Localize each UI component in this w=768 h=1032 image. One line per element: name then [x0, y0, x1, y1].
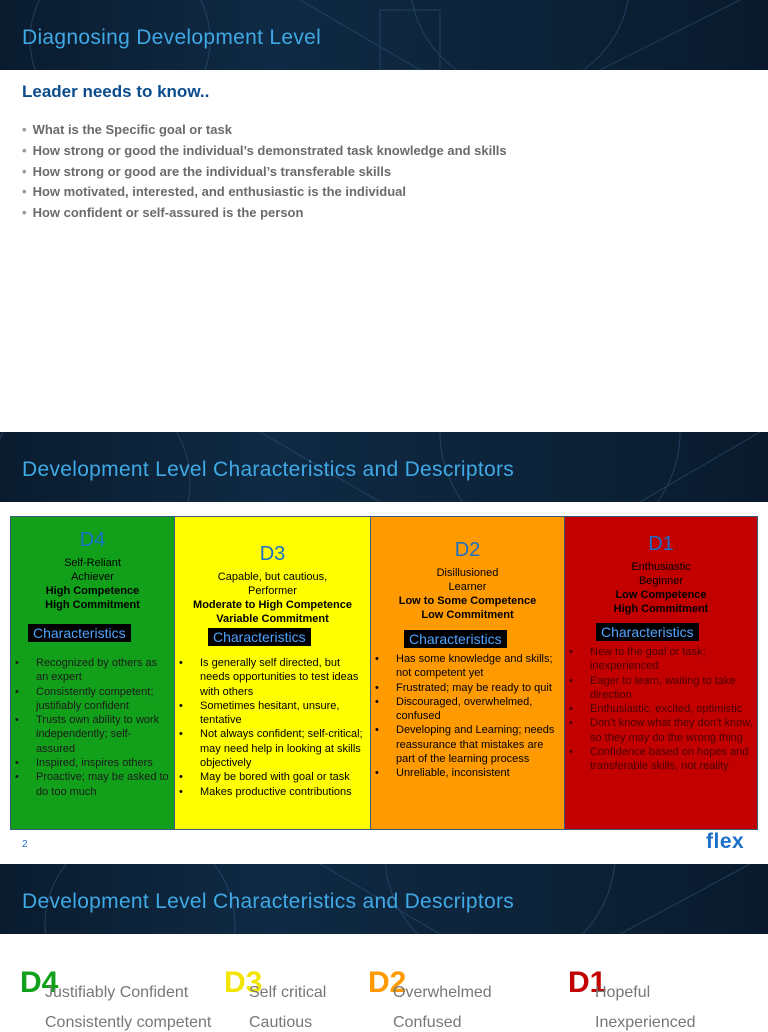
level-label: D1 [648, 533, 674, 555]
characteristics-list [15, 656, 170, 799]
descriptor-word: Hopeful [595, 984, 651, 1001]
level-label: D4 [79, 529, 106, 551]
column-d4 [11, 517, 174, 829]
slide2-title: Development Level Characteristics and Descriptors [22, 458, 515, 481]
descriptor-word: Confused [393, 1014, 462, 1031]
competence-label: Moderate to High Competence [193, 599, 352, 611]
list-item: • Not always confident; self-critical; may need help in looking at skills objectively [179, 727, 366, 770]
level-name-line1: Self-Reliant [64, 557, 121, 569]
list-item: • Enthusiastic, excited, optimistic [569, 702, 753, 716]
slide2-title-banner [0, 432, 768, 502]
descriptor-word: Overwhelmed [393, 984, 492, 1001]
level-description [371, 566, 564, 622]
list-item: • Consistently competent; justifiably confident [15, 685, 170, 714]
commitment-label: Variable Commitment [216, 613, 329, 625]
list-item: • Frustrated; may be ready to quit [375, 681, 560, 695]
column-d2 [370, 517, 564, 829]
list-item: • Makes productive contributions [179, 785, 366, 799]
level-description [11, 556, 174, 612]
flex-logo: flex [706, 830, 745, 853]
level-name-line2: Learner [448, 581, 487, 593]
level-label-d2: D2 [368, 966, 407, 999]
bullet-item: • What is the Specific goal or task [22, 120, 507, 141]
column-d1 [564, 517, 757, 829]
descriptor-word: Self critical [249, 984, 327, 1001]
slide3-title: Development Level Characteristics and Descriptors [22, 890, 515, 913]
level-label-d3: D3 [224, 966, 263, 999]
list-item: • Eager to learn, waiting to take direction [569, 674, 753, 703]
commitment-label: High Commitment [45, 599, 140, 611]
list-item: • Is generally self directed, but needs opportunities to test ideas with others [179, 656, 366, 699]
descriptor-word: Inexperienced [595, 1014, 696, 1031]
list-item: • Has some knowledge and skills; not competent yet [375, 652, 560, 681]
list-item: • Sometimes hesitant, unsure, tentative [179, 699, 366, 728]
competence-label: Low to Some Competence [398, 595, 537, 607]
level-name-line2: Achiever [71, 571, 114, 583]
level-name-line2: Beginner [638, 575, 684, 587]
level-name-line1: Capable, but cautious, [217, 571, 328, 583]
level-label: D3 [259, 543, 286, 565]
level-label-d4: D4 [20, 966, 59, 999]
characteristics-list [179, 656, 366, 799]
level-name-line1: Disillusioned [436, 567, 499, 579]
list-item: • Discouraged, overwhelmed, confused [375, 695, 560, 724]
list-item: • Confidence based on hopes and transferable skills, not reality [569, 745, 753, 774]
characteristics-heading: Characteristics [28, 624, 131, 642]
list-item: • Don’t know what they don’t know, so they may do the wrong thing [569, 716, 753, 745]
slide1-bullet-list [22, 120, 507, 224]
competence-label: Low Competence [615, 589, 707, 601]
characteristics-heading: Characteristics [404, 630, 507, 648]
slide3-title-banner [0, 864, 768, 934]
list-item: • Proactive; may be asked to do too much [15, 770, 170, 799]
characteristics-heading: Characteristics [208, 628, 311, 646]
characteristics-list [375, 652, 560, 781]
bullet-item: • How confident or self-assured is the person [22, 203, 507, 224]
level-name-line2: Performer [248, 585, 297, 597]
competence-label: High Competence [45, 585, 140, 597]
bullet-item: • How strong or good the individual’s demonstrated task knowledge and skills [22, 141, 507, 162]
descriptor-word: Justifiably Confident [45, 984, 189, 1001]
commitment-label: High Commitment [613, 603, 709, 615]
level-description [565, 560, 757, 616]
descriptor-word: Cautious [249, 1014, 313, 1031]
descriptor-word: Consistently competent [45, 1014, 212, 1031]
slide1-title: Diagnosing Development Level [22, 26, 322, 49]
list-item: • Unreliable, inconsistent [375, 766, 560, 780]
level-label-d1: D1 [568, 966, 607, 999]
level-name-line1: Enthusiastic [631, 561, 691, 573]
level-description [175, 570, 370, 626]
page-number: 2 [22, 839, 28, 850]
bullet-item: • How strong or good are the individual’s transferable skills [22, 162, 507, 183]
list-item: • Recognized by others as an expert [15, 656, 170, 685]
commitment-label: Low Commitment [421, 609, 514, 621]
characteristics-heading: Characteristics [596, 623, 699, 641]
list-item: • Developing and Learning; needs reassurance that mistakes are part of the learning process [375, 723, 560, 766]
slide1-title-banner [0, 0, 768, 70]
slide1-subhead: Leader needs to know.. [22, 82, 210, 101]
development-level-table [10, 516, 758, 830]
list-item: • Inspired, inspires others [15, 756, 170, 770]
characteristics-list [569, 645, 753, 774]
column-d3 [174, 517, 370, 829]
list-item: • Trusts own ability to work independently; self-assured [15, 713, 170, 756]
bullet-item: • How motivated, interested, and enthusiastic is the individual [22, 182, 507, 203]
list-item: • New to the goal or task; inexperienced [569, 645, 753, 674]
level-label: D2 [454, 539, 481, 561]
list-item: • May be bored with goal or task [179, 770, 366, 784]
